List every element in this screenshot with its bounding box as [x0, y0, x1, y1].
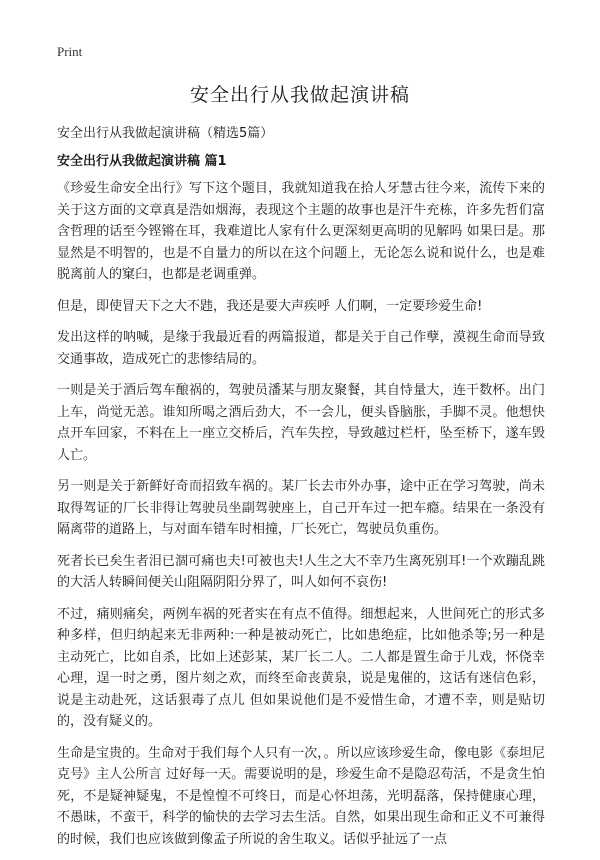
print-link[interactable]: Print: [57, 44, 83, 59]
article-body: [57, 178, 545, 860]
document-title: 安全出行从我做起演讲稿: [189, 84, 410, 106]
paragraph: 另一则是关于新鲜好奇而招致车祸的。某厂长去市外办事，途中正在学习驾驶，尚未取得驾证的厂长非得让驾驶员坐副驾驶座上，自己开车过一把车瘾。结果在一条没有隔离带的道路上，与对面车错车时相撞，厂长死亡，驾驶员负重伤。: [57, 479, 545, 537]
document-subtitle: 安全出行从我做起演讲稿（精选5篇）: [57, 126, 274, 141]
paragraph: 不过，痛则痛矣，两例车祸的死者实在有点不值得。细想起来，人世间死亡的形式多种多样，但归纳起来无非两种:一种是被动死亡，比如患绝症，比如他杀等;另一种是主动死亡，比如自杀，比如上述彭某，某厂长二人。二人都是置生命于儿戏，怀侥幸心理，逞一时之勇，图片刻之欢，而终至命丧黄泉，说是鬼催的，这话有迷信色彩，说是主动赴死，这话狠毒了点儿 但如果说他们是不爱惜生命，才遭不幸，则是贴切的，没有疑义的。: [57, 606, 545, 729]
paragraph: 死者长已矣生者泪已涸可痛也夫!可被也夫!人生之大不幸乃生离死别耳!一个欢蹦乱跳的大活人转瞬间便关山阻隔阴阳分界了，叫人如何不哀伤!: [57, 553, 545, 590]
paragraph: 一则是关于酒后驾车酿祸的，驾驶员潘某与朋友聚餐，其自恃量大，连干数杯。出门上车，尚觉无恙。谁知所喝之酒后劲大，不一会儿，便头昏脑胀，手脚不灵。他想快点开车回家，不料在上一座立交桥后，汽车失控，导致越过栏杆，坠至桥下，遂车毁人亡。: [57, 383, 545, 463]
paragraph: 但是，即使冒天下之大不韪，我还是要大声疾呼 人们啊，一定要珍爱生命!: [57, 298, 483, 314]
section-heading: 安全出行从我做起演讲稿 篇1: [57, 154, 227, 169]
paragraph: 《珍爱生命安全出行》写下这个题目，我就知道我在拾人牙慧古往今来，流传下来的关于这方面的文章真是浩如烟海，表现这个主题的故事也是汗牛充栋，许多先哲们富含哲理的话至今铿锵在耳，我难道比人家有什么更深刻更高明的见解吗 如果曰是。那显然是不明智的，也是不自量力的所以在这个问题上，无论怎么说和说什么，也是难脱离前人的窠臼，也都是老调重弹。: [57, 181, 545, 282]
paragraph: 发出这样的呐喊，是缘于我最近看的两篇报道，都是关于自己作孽，漠视生命而导致交通事故，造成死亡的悲惨结局的。: [57, 330, 545, 367]
paragraph: 生命是宝贵的。生命对于我们每个人只有一次，。所以应该珍爱生命，像电影《泰坦尼克号》主人公所言 过好每一天。需要说明的是，珍爱生命不是隐忍苟活，不是贪生怕死，不是疑神疑鬼，不是惶惶不可终日，而是心怀坦荡，光明磊落，保持健康心理，不愚昧，不蛮干，科学的愉快的去学习去生活。自然，如果出现生命和正义不可兼得的时候，我们也应该做到像孟子所说的舍生取义。话似乎扯远了一点: [57, 745, 545, 847]
